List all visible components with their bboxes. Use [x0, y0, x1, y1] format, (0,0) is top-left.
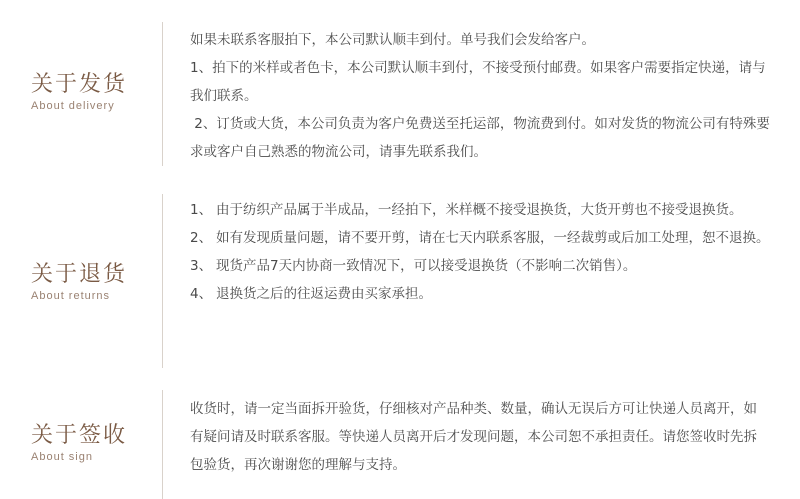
returns-section [0, 182, 800, 380]
sign-title: 关于签收 [31, 423, 128, 448]
returns-list-item [190, 252, 770, 280]
delivery-section [0, 0, 800, 182]
sign-heading [31, 423, 127, 463]
sign-content [190, 395, 770, 479]
list-number: 4、 [190, 286, 213, 302]
list-number: 1、 [190, 202, 213, 218]
delivery-content [190, 26, 770, 166]
list-text: 如有发现质量问题，请不要开剪，请在七天内联系客服，一经裁剪或后加工处理，恕不退换。 [216, 230, 770, 246]
returns-list-item [190, 224, 770, 252]
list-text: 现货产品7天内协商一致情况下，可以接受退换货（不影响二次销售）。 [216, 258, 637, 274]
delivery-divider [162, 22, 163, 166]
returns-list-item [190, 280, 770, 308]
returns-heading [31, 262, 127, 302]
returns-subtitle: About returns [31, 290, 111, 302]
returns-content [190, 196, 770, 308]
list-number: 2、 [190, 230, 213, 246]
returns-title: 关于退货 [31, 262, 128, 287]
list-text: 退换货之后的往返运费由买家承担。 [216, 286, 432, 302]
returns-list-item [190, 196, 770, 224]
sign-paragraph: 收货时，请一定当面拆开验货，仔细核对产品种类、数量，确认无误后方可让快递人员离开，如有疑问请及时联系客服。等快递人员离开后才发现问题，本公司恕不承担责任。请您签收时先拆包验货，再次谢谢您的理解与支持。 [190, 401, 757, 473]
sign-divider [162, 390, 163, 499]
returns-divider [162, 194, 163, 368]
delivery-title: 关于发货 [31, 72, 128, 97]
list-number: 3、 [190, 258, 213, 274]
delivery-heading [31, 72, 127, 112]
delivery-subtitle: About delivery [31, 100, 115, 112]
sign-section [0, 380, 800, 499]
delivery-paragraph: 如果未联系客服拍下，本公司默认顺丰到付。单号我们会发给客户。 [190, 32, 595, 48]
sign-subtitle: About sign [31, 451, 93, 463]
delivery-paragraph: 2、订货或大货，本公司负责为客户免费送至托运部，物流费到付。如对发货的物流公司有特殊要求或客户自己熟悉的物流公司，请事先联系我们。 [190, 116, 770, 160]
delivery-paragraph: 1、拍下的米样或者色卡，本公司默认顺丰到付，不接受预付邮费。如果客户需要指定快递，请与我们联系。 [190, 60, 766, 104]
list-text: 由于纺织产品属于半成品，一经拍下，米样概不接受退换货，大货开剪也不接受退换货。 [216, 202, 743, 218]
